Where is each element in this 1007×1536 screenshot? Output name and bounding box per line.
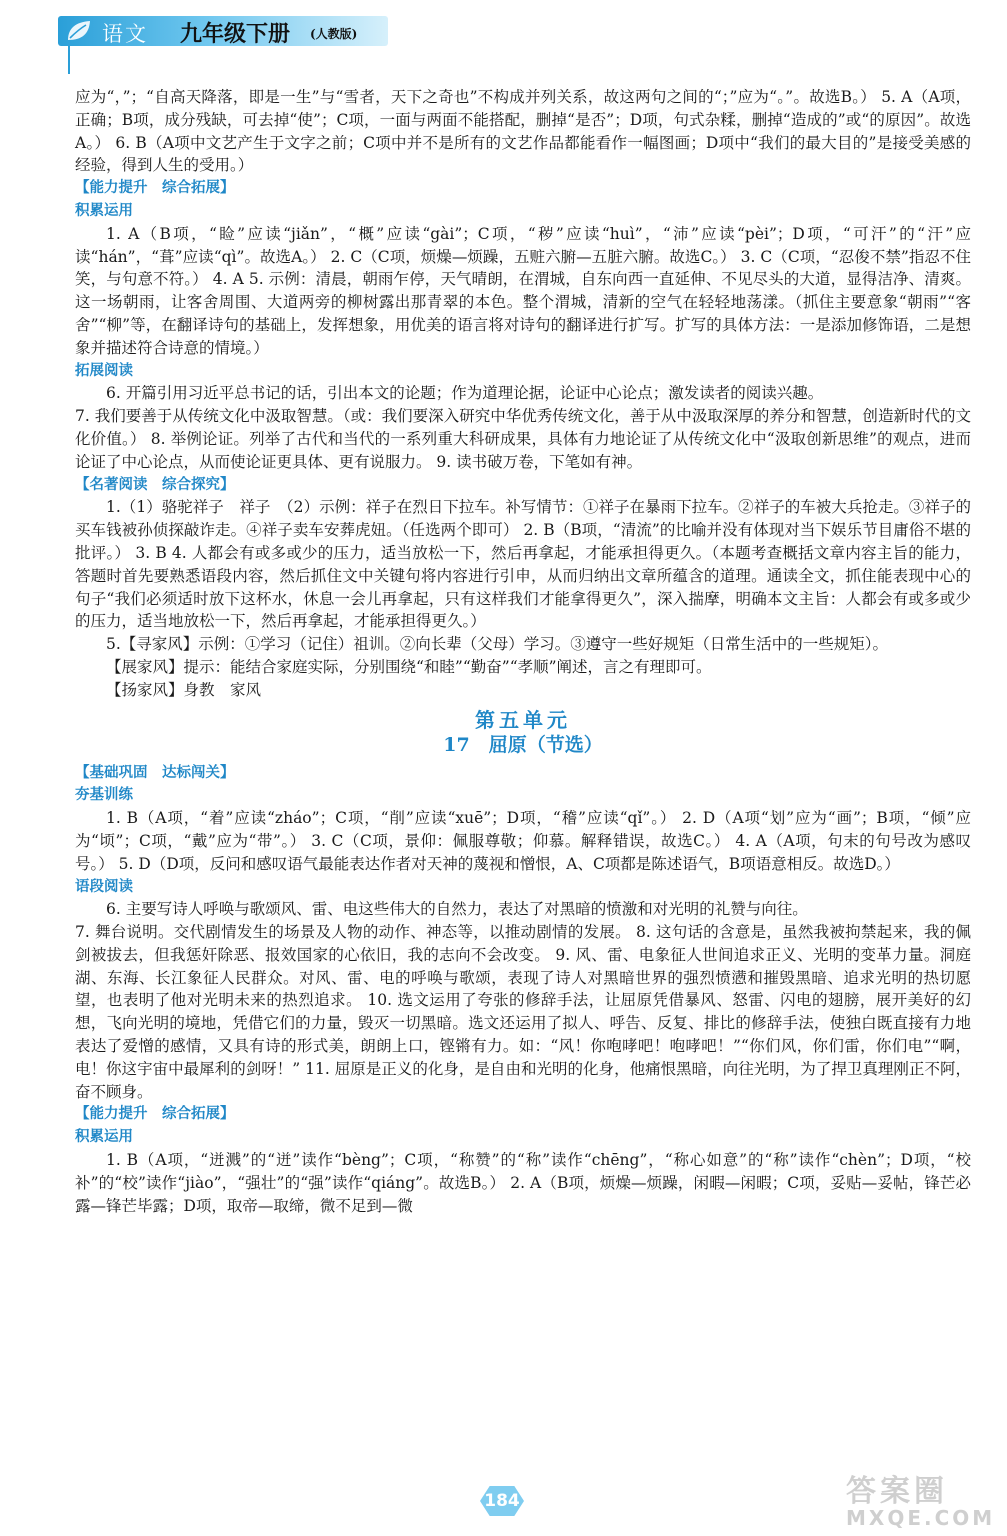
unit-title: 第五单元 xyxy=(475,707,571,732)
header-subject: 语文 xyxy=(102,22,148,46)
header-grade: 九年级下册 xyxy=(180,21,291,47)
leaf-icon xyxy=(64,18,94,44)
paragraph: 1. B（A项，“着”应读“zháo”；C项，“削”应读“xuē”；D项，“稽”应读“qǐ”。） 2. D（A项“划”应为“画”；B项，“倾”应为“顷”；C项，“戴”应为“带”。） 3. C（C项，景仰：佩服尊敬；仰慕。解释错误，故选C。） 4. A（A项，句末的句号改为感叹号。） 5. D（D项，反问和感叹语气最能表达作者对天神的蔑视和憎恨，A、C项都是陈述语气，B项语意相反。故选D。） xyxy=(75,809,971,873)
paragraph: 1. A（B项，“睑”应读“jiǎn”，“概”应读“gài”；C项，“秽”应读“huì”，“沛”应读“pèi”；D项，“可汗”的“汗”应读“hán”，“葺”应读“qì”。故选A。） 2. C（C项，烦燥—烦躁，五赃六腑—五脏六腑。故选C。） 3. C（C项，“忍俊不禁”指忍不住笑，与句意不符。） 4. A 5. 示例：清晨，朝雨乍停，天气晴朗，在渭城，自东向西一直延伸、不见尽头的大道，显得洁净、清爽。这一场朝雨，让客舍周围、大道两旁的柳树露出那青翠的本色。整个渭城，清新的空气在轻轻地荡漾。（抓住主要意象“朝雨”“客舍”“柳”等，在翻译诗句的基础上，发挥想象，用优美的语言将对诗句的翻译进行扩写。扩写的具体方法：一是添加修饰语，二是想象并描述符合诗意的情境。） xyxy=(75,224,971,357)
watermark xyxy=(820,1466,1000,1534)
paragraph: 7. 我们要善于从传统文化中汲取智慧。（或：我们要深入研究中华优秀传统文化，善于从中汲取深厚的养分和智慧，创造新时代的文化价值。） 8. 举例论证。列举了古代和当代的一系列重大科研成果，具体有力地论证了从传统文化中“汲取创新思维”的观点，进而论证了中心论点，从而使论证更具体、更有说服力。 9. 读书破万卷，下笔如有神。 xyxy=(75,407,971,471)
paragraph: 6. 主要写诗人呼唤与歌颂风、雷、电这些伟大的自然力，表达了对黑暗的愤激和对光明的礼赞与向往。 xyxy=(106,900,808,919)
paragraph: 1. B（A项，“迸溅”的“迸”读作“bèng”；C项，“称赞”的“称”读作“chēng”，“称心如意”的“称”读作“chèn”；D项，“校补”的“校”读作“jiào”，“强壮”的“强”读作“qiáng”。故选B。） 2. A（B项，烦燥—烦躁，闲暇—闲暇；C项，妥贴—妥帖，锋芒必露—锋芒毕露；D项，取帝—取缔，微不足到—微 xyxy=(75,1151,971,1215)
section-heading: 【名著阅读 综合探究】 xyxy=(75,476,235,493)
subsection-heading: 夯基训练 xyxy=(75,787,133,804)
page-number: 184 xyxy=(484,1491,520,1511)
page-number-badge xyxy=(472,1486,532,1516)
paragraph: 5.【寻家风】示例：①学习（记住）祖训。②向长辈（父母）学习。③遵守一些好规矩（日常生活中的一些规矩）。 xyxy=(106,635,889,654)
watermark-text: 答案圈 xyxy=(846,1474,948,1509)
section-heading: 【基础巩固 达标闯关】 xyxy=(75,764,235,781)
paragraph: 【扬家风】身教 家风 xyxy=(106,680,262,699)
answer-content xyxy=(75,86,971,1217)
paragraph: 7. 舞台说明。交代剧情发生的场景及人物的动作、神态等，以推动剧情的发展。 8. 这句话的含意是，虽然我被拘禁起来，我的佩剑被拔去，但我惩奸除恶、报效国家的心依旧，我的志向不会改变。 9. 风、雷、电象征人世间追求正义、光明的变革力量。洞庭湖、东海、长江象征人民群众。对风、雷、电的呼唤与歌颂，表现了诗人对黑暗世界的强烈愤懑和摧毁黑暗、追求光明的热切愿望，也表明了他对光明未来的热烈追求。 10. 选文运用了夸张的修辞手法，让屈原凭借暴风、怒雷、闪电的翅膀，展开美好的幻想，飞向光明的境地，凭借它们的力量，毁灭一切黑暗。选文还运用了拟人、呼告、反复、排比的修辞手法，使独白既直接有力地表达了爱憎的感情，又具有诗的形式美，朗朗上口，铿锵有力。如：“风！你咆哮吧！咆哮吧！”“你们风，你们雷，你们电”“啊，电！你这宇宙中最犀利的剑呀！” 11. 屈原是正义的化身，是自由和光明的化身，他痛恨黑暗，向往光明，为了捍卫真理刚正不阿，奋不顾身。 xyxy=(75,923,971,1101)
section-heading: 【能力提升 综合拓展】 xyxy=(75,1106,235,1123)
subsection-heading: 语段阅读 xyxy=(75,878,133,895)
paragraph: 1.（1）骆驼祥子 祥子 （2）示例：祥子在烈日下拉车。补写情节：①祥子在暴雨下拉车。②祥子的车被大兵抢走。③祥子的买车钱被孙侦探敲诈走。④祥子卖车安葬虎妞。（任选两个即可） 2. B（B项，“清流”的比喻并没有体现对当下娱乐节目庸俗不堪的批评。） 3. B 4. 人都会有或多或少的压力，适当放松一下，然后再拿起，才能承担得更久。（本题考查概括文章内容主旨的能力，答题时首先要熟悉语段内容，然后抓住文中关键句将内容进行引申，从而归纳出文章所蕴含的道理。通读全文，抓住能表现中心的句子“我们必须适时放下这杯水，休息一会儿再拿起，只有这样我们才能拿得更久”，深入揣摩，明确本文主旨：人都会有或多或少的压力，适当地放松一下，然后再拿起，才能承担得更久。） xyxy=(75,498,971,631)
subsection-heading: 拓展阅读 xyxy=(75,362,133,379)
header-divider xyxy=(68,46,70,74)
subsection-heading: 积累运用 xyxy=(75,1129,133,1146)
section-heading: 【能力提升 综合拓展】 xyxy=(75,180,235,197)
page-header xyxy=(58,10,418,50)
subsection-heading: 积累运用 xyxy=(75,202,133,219)
header-edition: (人教版) xyxy=(310,27,358,41)
paragraph: 【展家风】提示：能结合家庭实际，分别围绕“和睦”“勤奋”“孝顺”阐述，言之有理即可。 xyxy=(106,657,712,676)
watermark-domain: MXQE.COM xyxy=(846,1506,996,1530)
paragraph: 6. 开篇引用习近平总书记的话，引出本文的论题；作为道理论据，论证中心论点；激发读者的阅读兴趣。 xyxy=(106,384,824,403)
paragraph: 应为“，”；“自高天降落，即是一生”与“雪者，天下之奇也”不构成并列关系，故这两句之间的“；”应为“。”。故选B。） 5. A（A项，正确；B项，成分残缺，可去掉“使”；C项，一面与两面不能搭配，删掉“是否”；D项，句式杂糅，删掉“造成的”或“的原因”。故选A。） 6. B（A项中文艺产生于文字之前；C项中并不是所有的文艺作品都能看作一幅图画；D项中“我们的最大目的”是接受美感的经验，得到人生的受用。） xyxy=(75,88,971,175)
lesson-title: 17 屈原（节选） xyxy=(443,733,603,756)
